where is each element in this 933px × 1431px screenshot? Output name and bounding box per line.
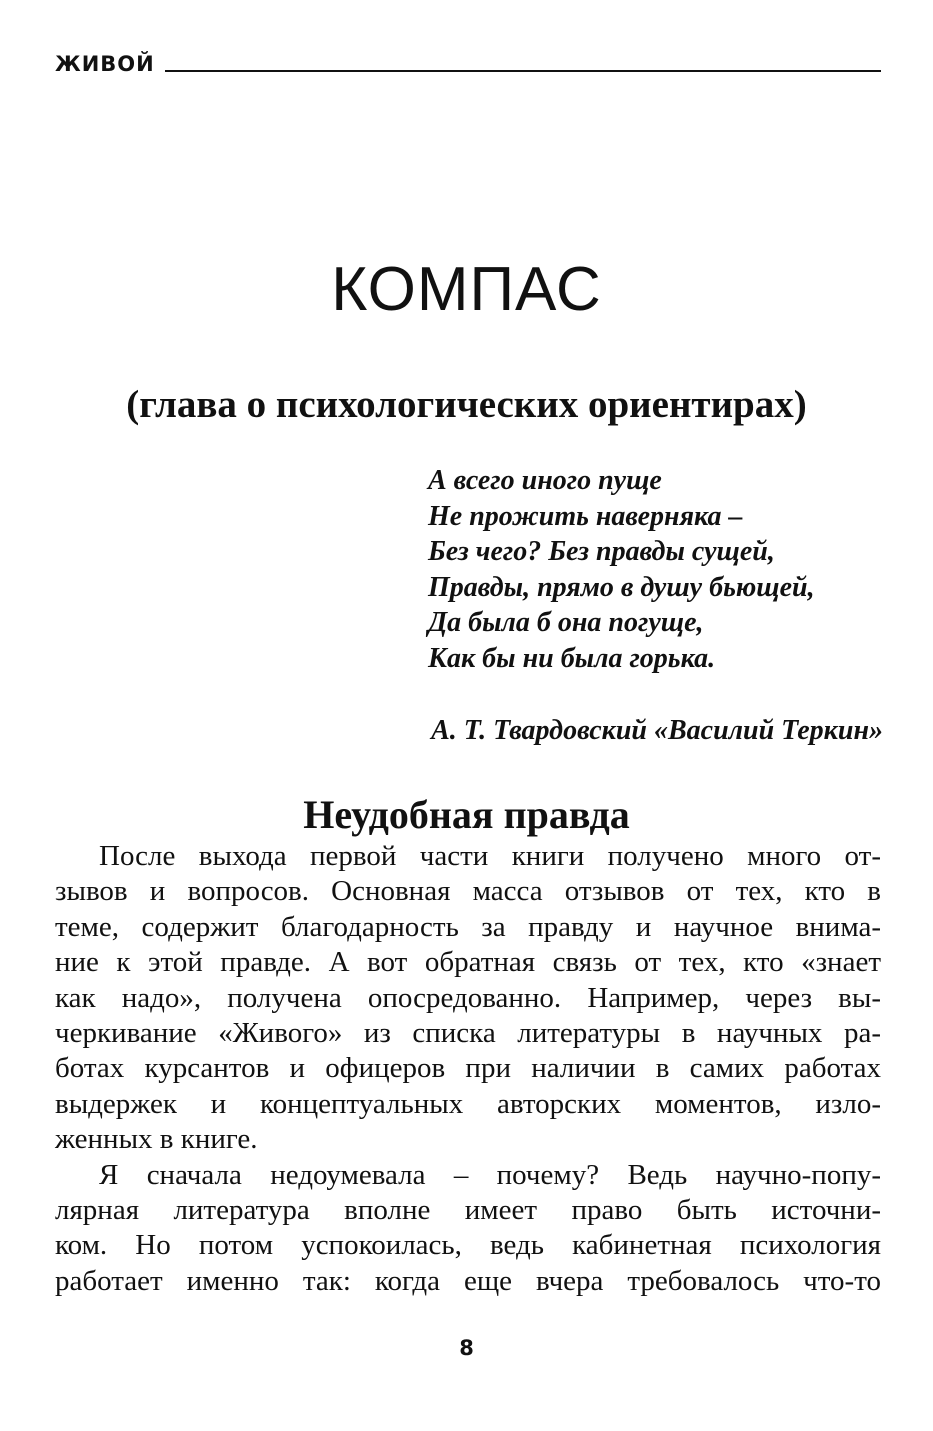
paragraph-line: зывов и вопросов. Основная масса отзывов от тех, кто в: [55, 875, 881, 908]
epigraph-line: Как бы ни была горька.: [428, 642, 716, 674]
paragraph-line: женных в книге.: [55, 1123, 258, 1156]
epigraph-source: А. Т. Твардовский «Василий Теркин»: [431, 715, 883, 746]
section-heading: Неудобная правда: [303, 792, 630, 837]
paragraph-line: ние к этой правде. А вот обратная связь от тех, кто «знает: [55, 946, 881, 979]
paragraph-line: Я сначала недоумевала – почему? Ведь научно-попу-: [99, 1158, 881, 1191]
paragraph-line: черкивание «Живого» из списка литературы в научных ра-: [55, 1017, 881, 1050]
epigraph-line: Не прожить наверняка –: [428, 500, 743, 532]
paragraph-line: ком. Но потом успокоилась, ведь кабинетная психология: [55, 1229, 881, 1262]
paragraph-2: [55, 1158, 881, 1300]
paragraph-line: ботах курсантов и офицеров при наличии в самих работах: [55, 1052, 881, 1085]
page-number: 8: [459, 1336, 474, 1360]
epigraph-line: А всего иного пуще: [428, 465, 662, 496]
epigraph-line: Без чего? Без правды сущей,: [428, 536, 775, 567]
chapter-title: КОМПАС: [331, 255, 602, 324]
paragraph-line: как надо», получена опосредованно. Например, через вы-: [55, 981, 881, 1014]
epigraph-line: Да была б она погуще,: [428, 607, 704, 638]
paragraph-line: лярная литература вполне имеет право быть источни-: [55, 1194, 881, 1227]
running-head-rule: [165, 70, 881, 72]
paragraph-line: выдержек и концептуальных авторских моментов, изло-: [55, 1087, 881, 1120]
paragraph-line: После выхода первой части книги получено много от-: [99, 840, 881, 872]
running-head-title: ЖИВОЙ: [55, 52, 155, 76]
epigraph-line: Правды, прямо в душу бьющей,: [428, 571, 815, 603]
running-head: [55, 52, 881, 76]
paragraph-1: [55, 839, 881, 1158]
paragraph-line: теме, содержит благодарность за правду и научное внима-: [55, 910, 881, 943]
paragraph-line: работает именно так: когда еще вчера требовалось что-то: [55, 1264, 881, 1297]
body-text: [55, 839, 881, 1299]
chapter-subtitle: (глава о психологических ориентирах): [126, 383, 807, 426]
epigraph: [428, 463, 815, 676]
